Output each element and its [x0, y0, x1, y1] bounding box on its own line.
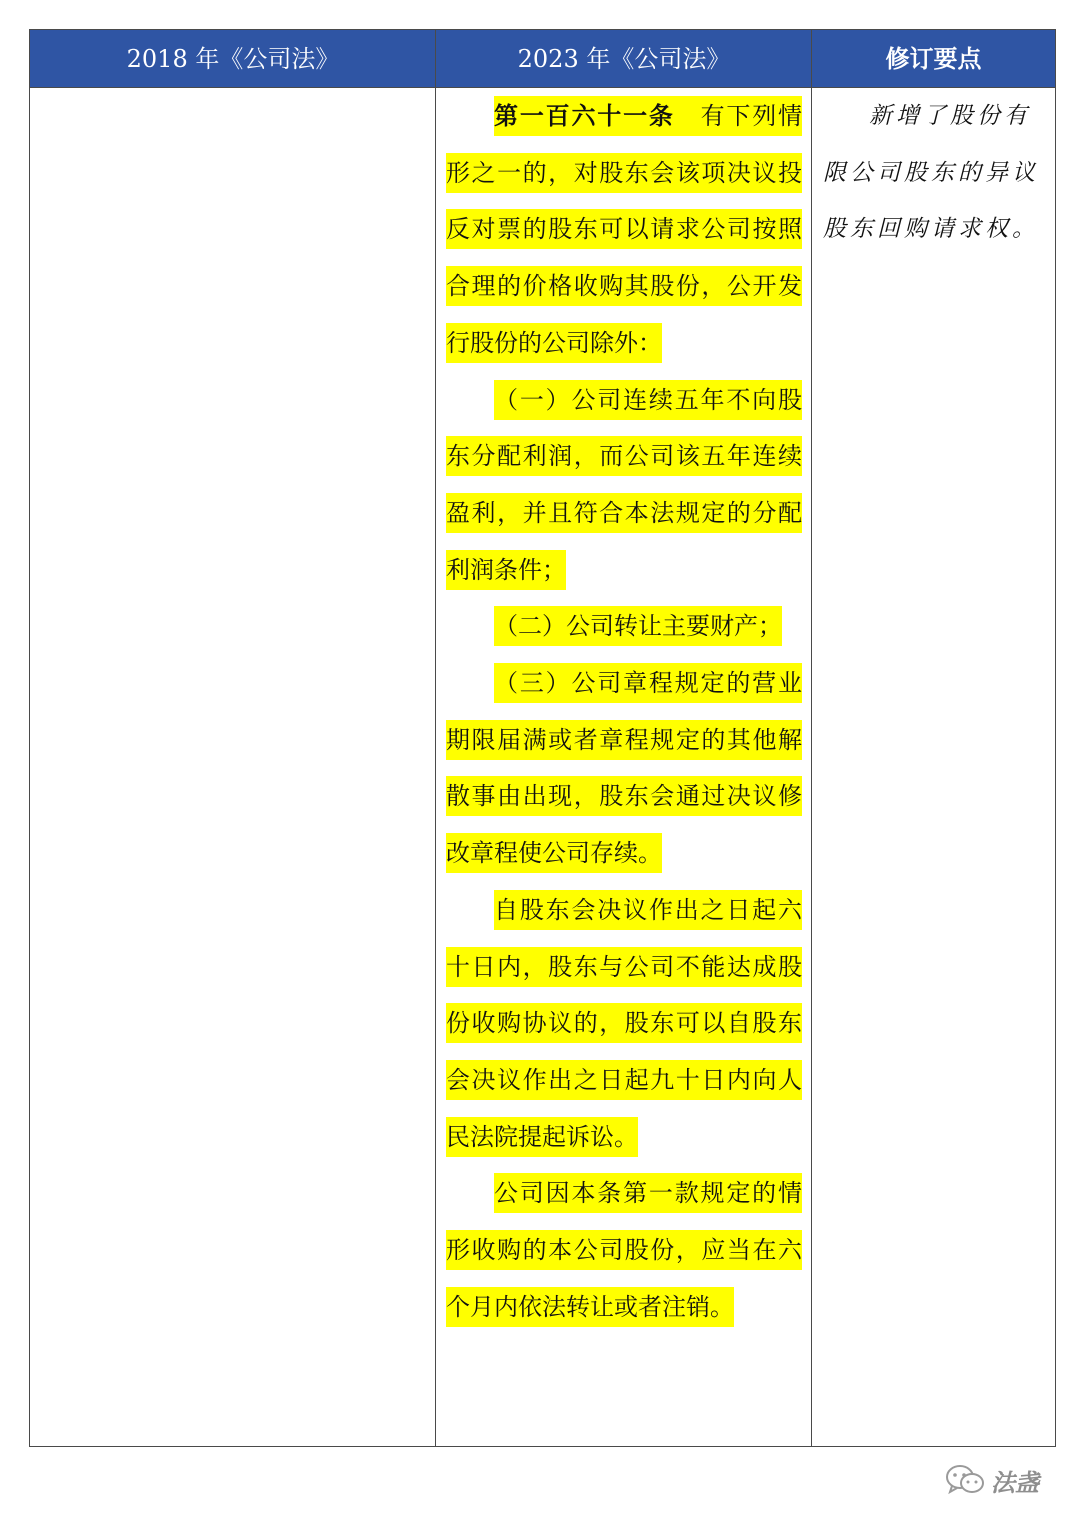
article-number: 第一百六十一条	[494, 101, 675, 130]
watermark-text: 法盏	[991, 1468, 1039, 1497]
header-revision-points: 修订要点	[885, 44, 982, 73]
article-paragraph-1	[446, 88, 802, 372]
cell-revision-notes	[823, 88, 1045, 258]
table-header	[30, 30, 1055, 88]
article-paragraph-3	[446, 598, 802, 655]
header-2023: 2023 年《公司法》	[517, 45, 731, 73]
article-paragraph-6	[446, 1165, 802, 1335]
column-divider-1	[435, 30, 436, 1446]
column-divider-2	[811, 30, 812, 1446]
watermark	[945, 1458, 1039, 1502]
article-text-1: 有下列情形之一的，对股东会该项决议投反对票的股东可以请求公司按照合理的价格收购其股份，公开发行股份的公司除外：	[446, 102, 803, 357]
article-paragraph-2	[446, 372, 802, 599]
article-text-4: （三）公司章程规定的营业期限届满或者章程规定的其他解散事由出现，股东会通过决议修改章程使公司存续。	[446, 663, 802, 873]
wechat-icon	[945, 1463, 985, 1497]
revision-note: 新增了股份有限公司股东的异议股东回购请求权。	[823, 103, 1039, 243]
header-2018: 2018 年《公司法》	[126, 45, 340, 73]
cell-2023	[446, 88, 802, 1335]
article-text-3: （二）公司转让主要财产；	[494, 606, 782, 646]
article-text-6: 公司因本条第一款规定的情形收购的本公司股份，应当在六个月内依法转让或者注销。	[446, 1173, 802, 1326]
article-text-2: （一）公司连续五年不向股东分配利润，而公司该五年连续盈利，并且符合本法规定的分配利润条件；	[446, 380, 802, 590]
article-paragraph-4	[446, 655, 802, 882]
article-text-5: 自股东会决议作出之日起六十日内，股东与公司不能达成股份收购协议的，股东可以自股东会决议作出之日起九十日内向人民法院提起诉讼。	[446, 890, 802, 1157]
comparison-table	[29, 29, 1056, 1447]
article-paragraph-5	[446, 882, 802, 1166]
